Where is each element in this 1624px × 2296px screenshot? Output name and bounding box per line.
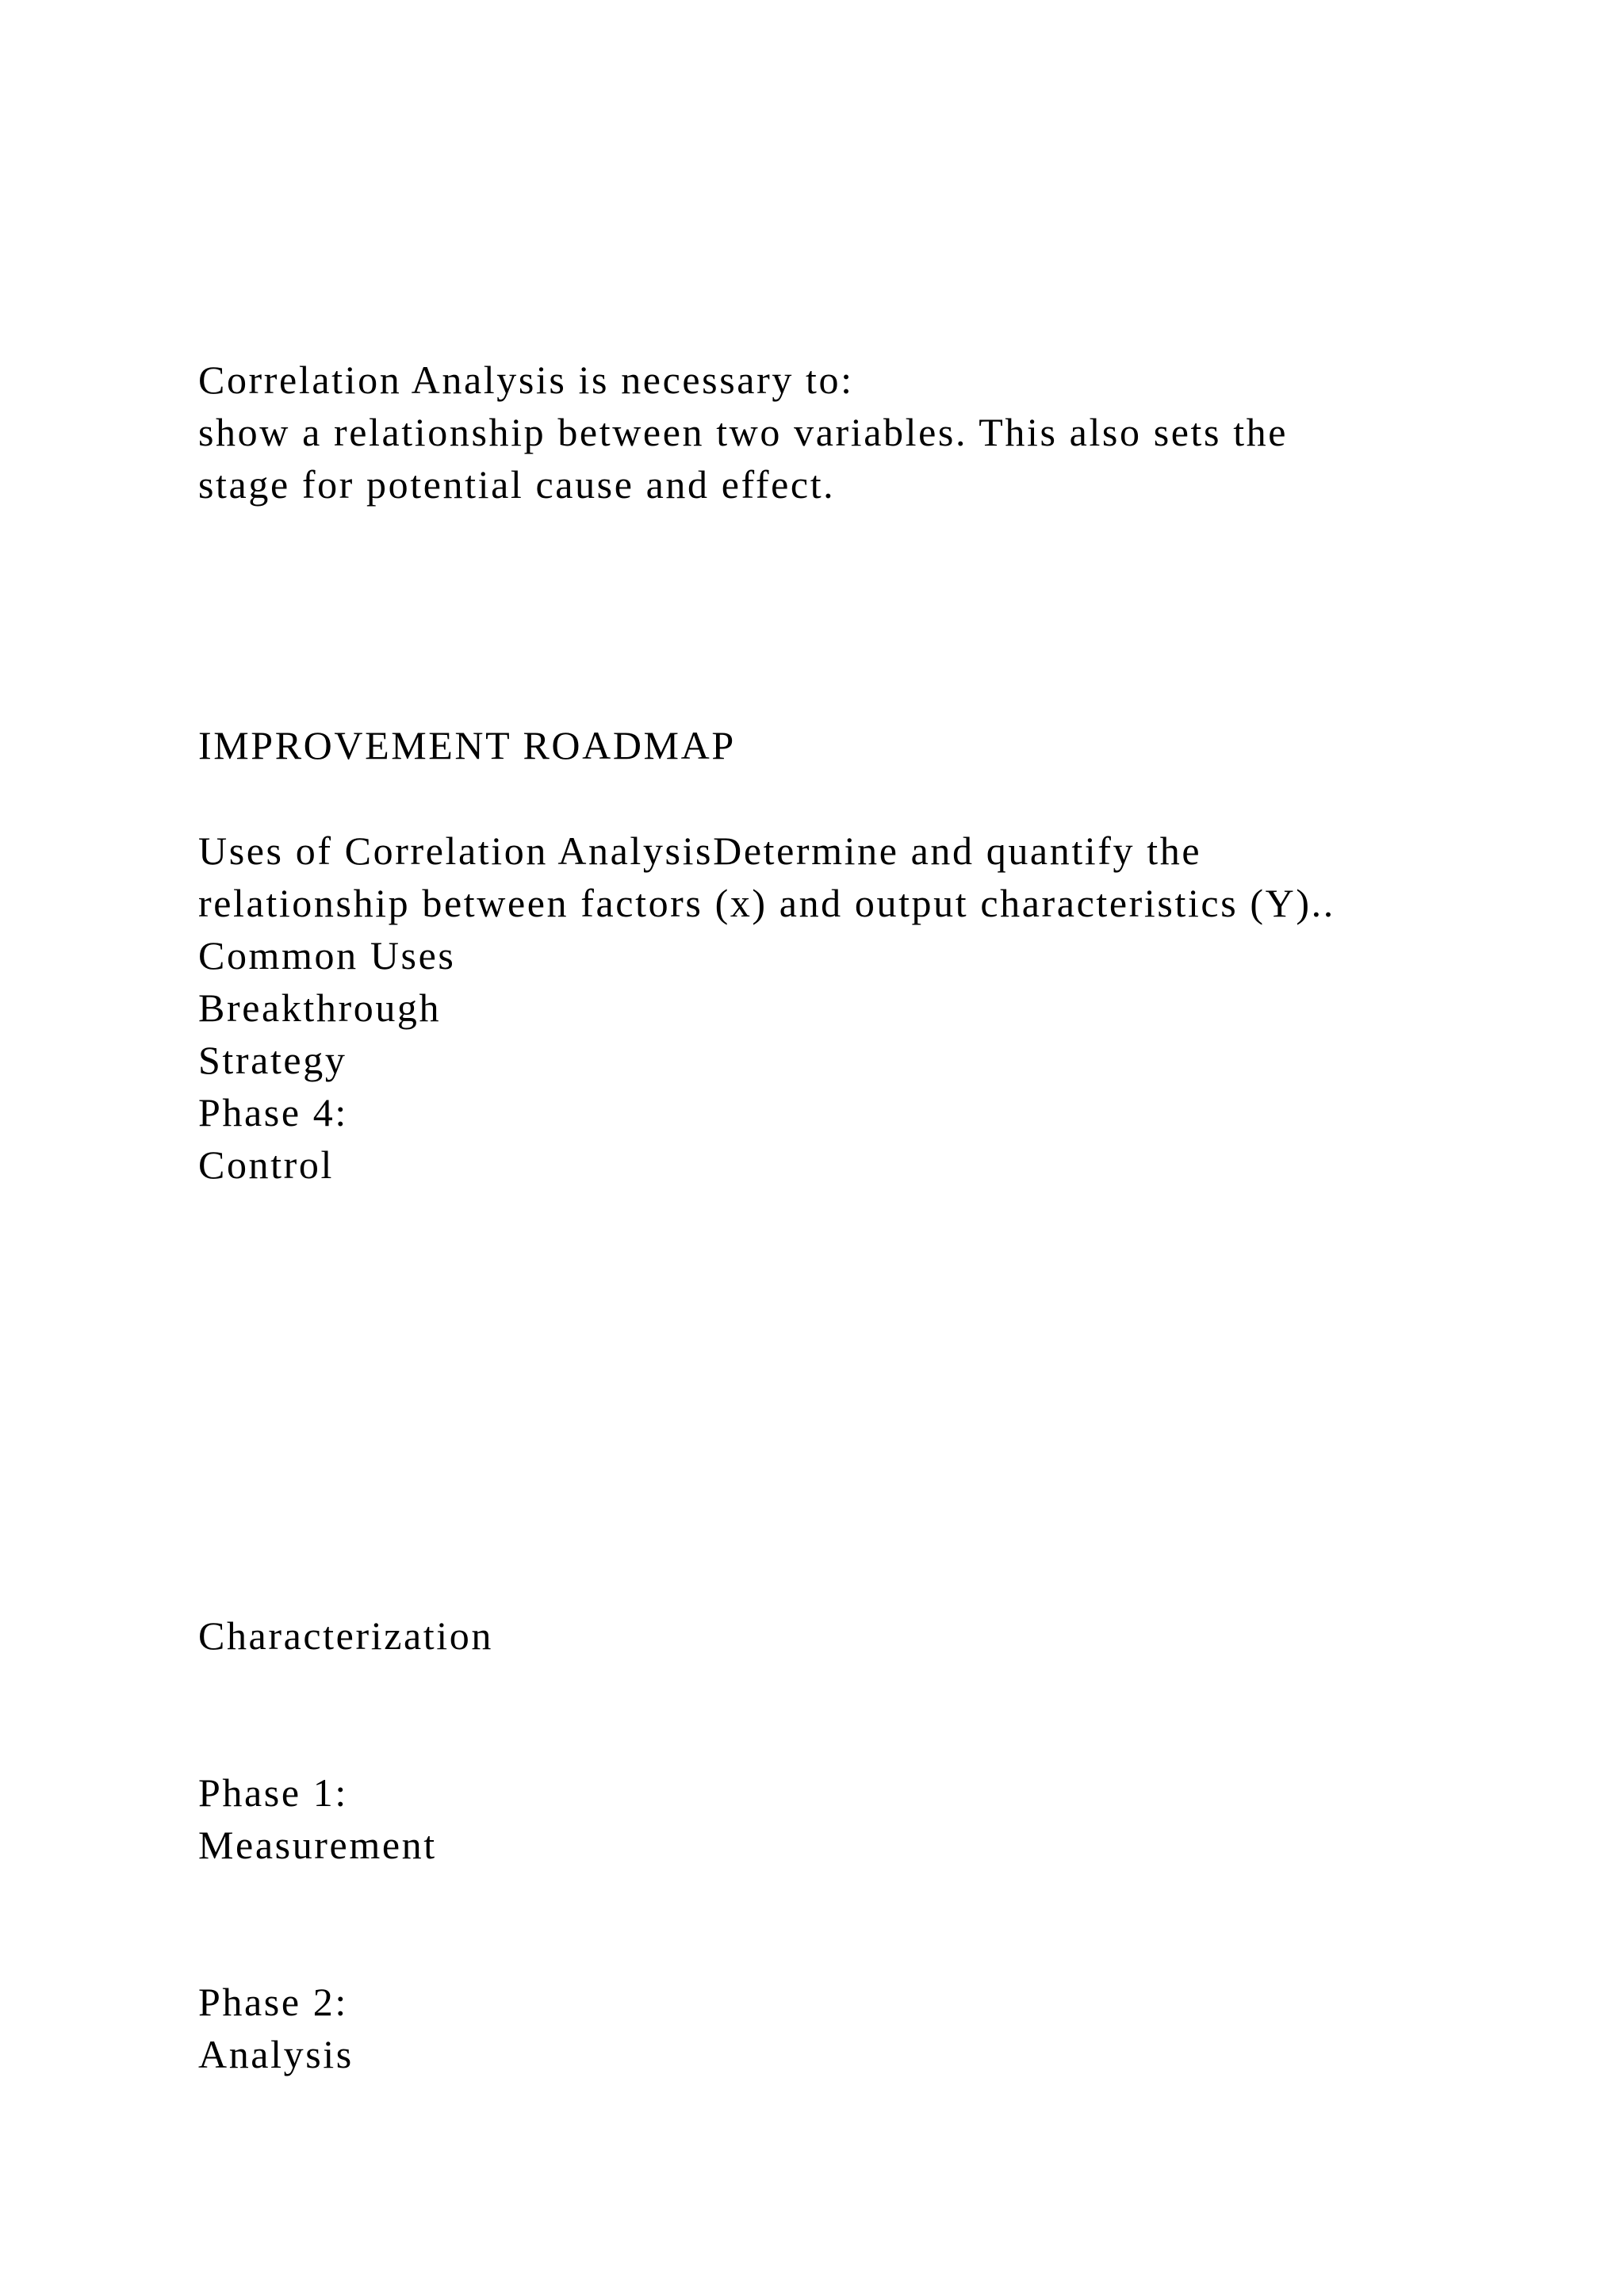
uses-line-1: Uses of Correlation AnalysisDetermine and quantify the: [198, 828, 1202, 873]
roadmap-line-phase-4: Phase 4:: [198, 1090, 348, 1135]
phase-1-label: Phase 1:: [198, 1770, 348, 1815]
intro-line-3: stage for potential cause and effect.: [198, 462, 836, 507]
uses-line-2: relationship between factors (x) and output characteristics (Y)..: [198, 881, 1335, 925]
roadmap-line-common-uses: Common Uses: [198, 933, 456, 978]
intro-line-1: Correlation Analysis is necessary to:: [198, 358, 854, 402]
intro-line-2: show a relationship between two variables. This also sets the: [198, 410, 1289, 454]
roadmap-line-strategy: Strategy: [198, 1038, 347, 1082]
phase-2-name: Analysis: [198, 2032, 354, 2076]
characterization-label: Characterization: [198, 1613, 493, 1658]
roadmap-line-control: Control: [198, 1142, 334, 1187]
section-heading: IMPROVEMENT ROADMAP: [198, 723, 736, 767]
phase-2-label: Phase 2:: [198, 1980, 348, 2024]
phase-1-name: Measurement: [198, 1823, 437, 1867]
roadmap-line-breakthrough: Breakthrough: [198, 985, 442, 1030]
